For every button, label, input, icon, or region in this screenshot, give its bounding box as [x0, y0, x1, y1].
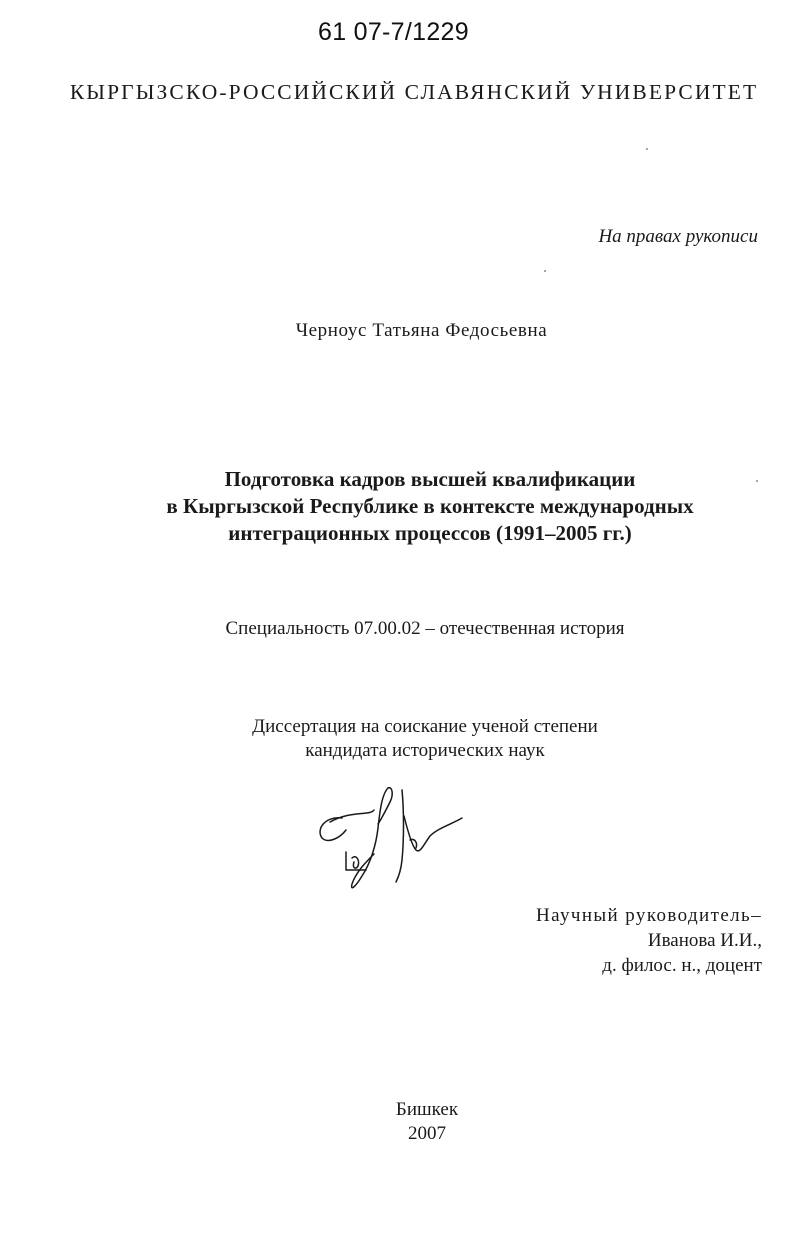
university-name: КЫРГЫЗСКО-РОССИЙСКИЙ СЛАВЯНСКИЙ УНИВЕРСИТЕТ: [69, 80, 759, 104]
author-name: Черноус Татьяна Федосьевна: [295, 320, 548, 341]
city-name: Бишкек: [395, 1099, 459, 1120]
archive-code: 61 07-7/1229: [318, 18, 469, 46]
scan-speck: [646, 148, 648, 150]
title-line: Подготовка кадров высшей квалификации: [224, 467, 636, 491]
handwritten-signature-icon: [312, 780, 472, 900]
degree-line: кандидата исторических наук: [305, 740, 545, 761]
place-and-year: [0, 1098, 798, 1146]
title-line: интеграционных процессов (1991–2005 гг.): [228, 521, 632, 545]
dissertation-title: [0, 466, 798, 547]
degree-statement: [0, 715, 798, 763]
supervisor-name: Иванова И.И.,: [647, 930, 762, 951]
scan-speck: [756, 480, 758, 482]
scan-speck: [544, 270, 546, 272]
manuscript-note: На правах рукописи: [598, 226, 758, 247]
supervisor-role: Научный руководитель–: [535, 905, 762, 926]
title-line: в Кыргызской Республике в контексте международных: [166, 494, 694, 518]
year: 2007: [408, 1123, 446, 1144]
supervisor-degree: д. филос. н., доцент: [602, 955, 762, 976]
supervisor-block: [536, 903, 762, 978]
specialty: Специальность 07.00.02 – отечественная история: [225, 618, 625, 639]
degree-line: Диссертация на соискание ученой степени: [252, 716, 598, 737]
